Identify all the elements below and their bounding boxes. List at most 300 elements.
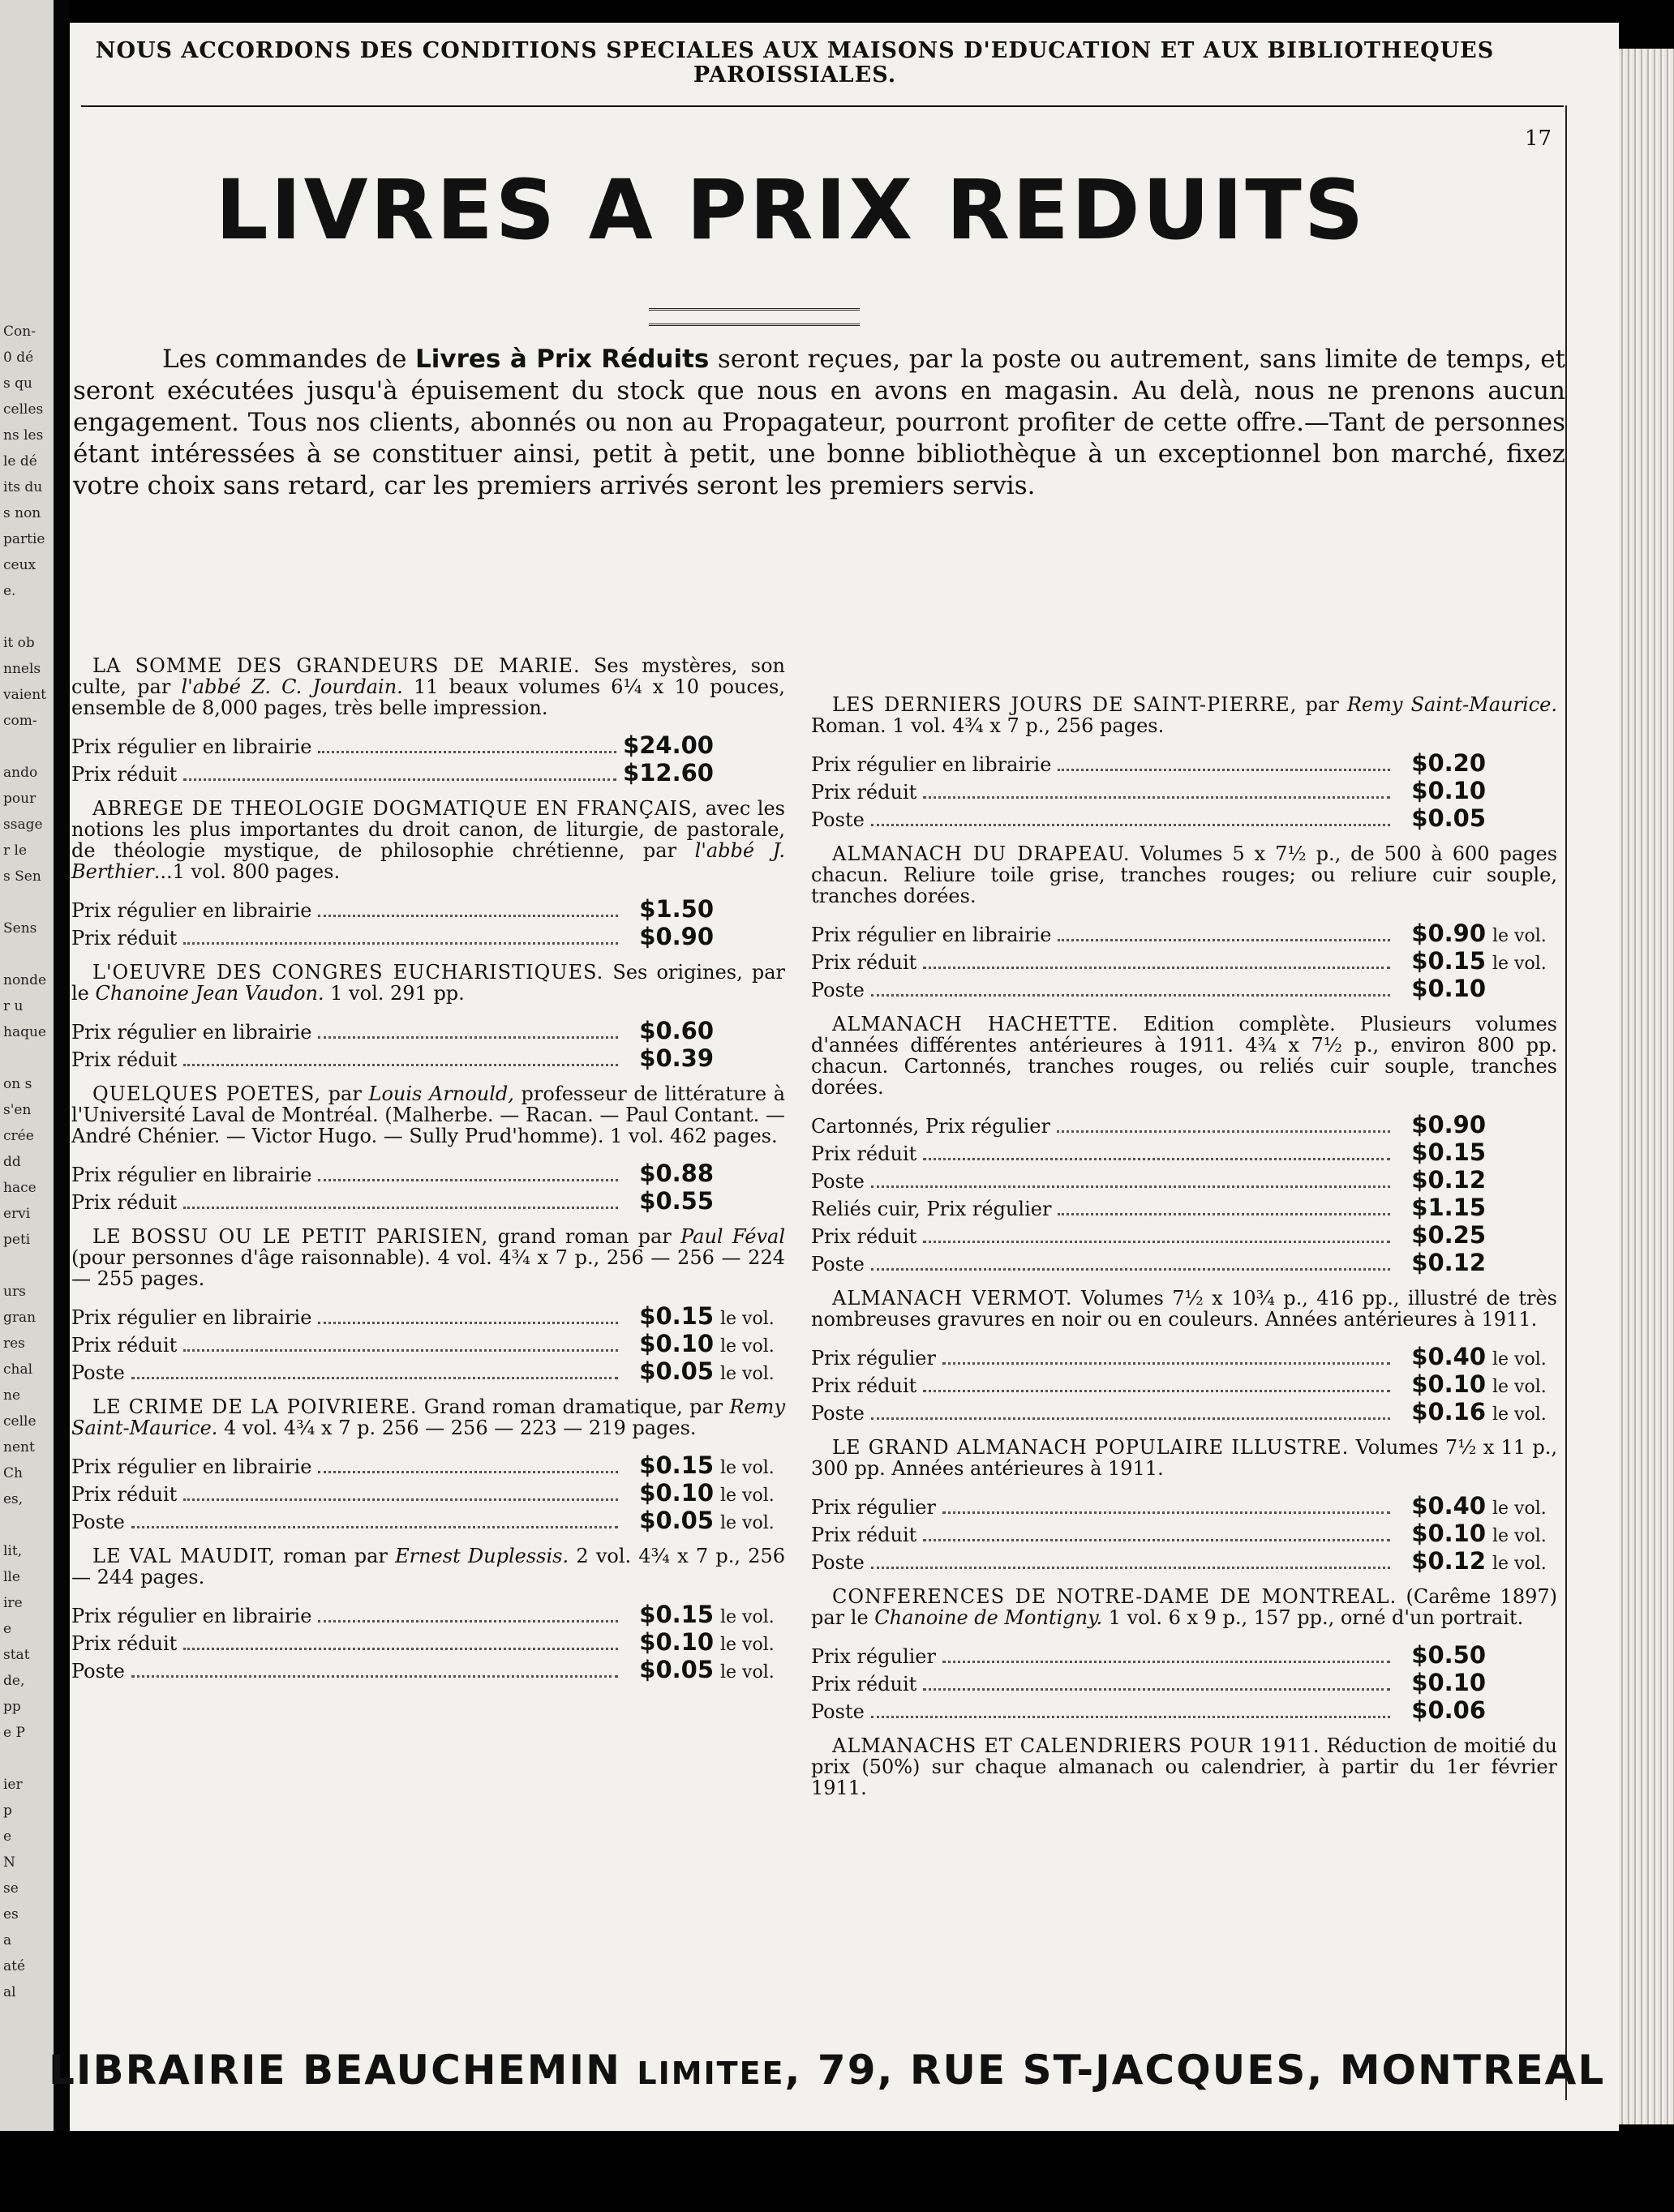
book-entry — [71, 1083, 785, 1215]
description-text: professeur de littérature à l'Université Laval de Montréal. (Malherbe. — Racan. — Paul Contant. — André Chénier. — Victor Hugo. — Sully Prud'homme). 1 vol. 462 pages. — [71, 1082, 786, 1147]
adjacent-page-text: r u — [3, 998, 24, 1014]
description-text: ...1 vol. 800 pages. — [153, 860, 341, 883]
intro-bold-text: Livres à Prix Réduits — [415, 345, 710, 374]
price-unit: le vol. — [720, 1662, 775, 1683]
author-name: Chanoine Jean Vaudon. — [95, 982, 324, 1005]
price-unit: le vol. — [720, 1309, 775, 1329]
price-row — [811, 1492, 1557, 1520]
price-amount: $0.88 — [639, 1160, 714, 1187]
price-unit: le vol. — [720, 1513, 775, 1533]
price-row — [71, 1656, 785, 1683]
description-text: Ses mystères, son culte, par — [71, 654, 786, 698]
price-amount: $0.05 — [639, 1656, 714, 1683]
book-description — [811, 1735, 1557, 1798]
adjacent-page-text: its du — [3, 479, 43, 495]
price-amount: $12.60 — [623, 759, 714, 787]
price-label: Prix régulier en librairie — [811, 753, 1052, 776]
price-amount: $0.16 — [1411, 1398, 1486, 1425]
book-description — [811, 1014, 1557, 1098]
price-row — [71, 1160, 785, 1187]
adjacent-page-text: nnels — [3, 661, 41, 677]
leader-dots — [318, 1036, 618, 1039]
adjacent-page-text: res — [3, 1335, 25, 1352]
price-label: Prix réduit — [71, 1334, 178, 1357]
price-amount: $0.15 — [639, 1601, 714, 1628]
adjacent-page-text: ceux — [3, 557, 36, 573]
book-title: LE GRAND ALMANACH POPULAIRE ILLUSTRE. — [832, 1436, 1350, 1459]
adjacent-page-text: it ob — [3, 635, 35, 651]
book-description — [71, 1226, 785, 1289]
price-amount: $0.12 — [1411, 1166, 1486, 1194]
leader-dots — [871, 1417, 1390, 1420]
description-text: 1 vol. 6 x 9 p., 157 pp., orné d'un portrait. — [1102, 1606, 1524, 1629]
adjacent-page-text: s'en — [3, 1102, 32, 1118]
adjacent-page-text: p — [3, 1803, 12, 1819]
leader-dots — [942, 1661, 1390, 1663]
author-name: Ernest Duplessis. — [395, 1545, 569, 1567]
author-name: Remy Saint-Maurice. — [71, 1395, 785, 1439]
leader-dots — [183, 1349, 618, 1352]
leader-dots — [318, 1322, 618, 1324]
price-label: Poste — [811, 1551, 865, 1574]
adjacent-page-text: on s — [3, 1076, 32, 1092]
price-row — [811, 749, 1557, 777]
price-amount: $0.12 — [1411, 1249, 1486, 1276]
price-row — [811, 947, 1557, 975]
author-name: Paul Féval — [680, 1225, 785, 1248]
book-entry — [811, 1437, 1557, 1575]
adjacent-page-text: ando — [3, 765, 38, 781]
adjacent-page-text: s Sen — [3, 868, 41, 885]
book-description — [811, 1437, 1557, 1479]
book-entry — [811, 694, 1557, 832]
price-label: Prix régulier en librairie — [71, 1021, 312, 1044]
description-text: Réduction de moitié du prix (50%) sur chaque almanach ou calendrier, à partir du 1er février 1911. — [811, 1734, 1557, 1799]
price-amount: $1.50 — [639, 895, 714, 923]
price-row — [811, 1641, 1557, 1669]
leader-dots — [318, 1471, 618, 1473]
author-name: Chanoine de Montigny. — [874, 1606, 1103, 1629]
intro-text-before: Les commandes de — [162, 345, 415, 374]
adjacent-page-text: urs — [3, 1284, 26, 1300]
adjacent-page-text: celles — [3, 401, 44, 418]
book-gutter — [54, 0, 70, 2212]
price-unit: le vol. — [1492, 926, 1547, 946]
leader-dots — [923, 1241, 1390, 1243]
book-entry — [811, 843, 1557, 1002]
price-label: Poste — [71, 1361, 125, 1384]
price-amount: $0.15 — [639, 1451, 714, 1479]
price-label: Cartonnés, Prix régulier — [811, 1115, 1050, 1138]
adjacent-page-text: le dé — [3, 453, 37, 469]
banner-line-1: NOUS ACCORDONS DES CONDITIONS SPECIALES AUX MAISONS D'EDUCATION ET AUX BIBLIOTHEQUES — [95, 38, 1495, 63]
book-entry — [811, 1735, 1557, 1798]
price-row — [71, 895, 785, 923]
book-entry — [811, 1586, 1557, 1724]
price-row — [811, 1343, 1557, 1370]
author-name: Louis Arnould, — [368, 1082, 514, 1105]
price-amount: $0.90 — [1411, 1111, 1486, 1138]
price-label: Prix régulier — [811, 1645, 936, 1668]
price-label: Prix régulier en librairie — [71, 899, 312, 922]
leader-dots — [183, 942, 618, 945]
book-title: LE VAL MAUDIT, — [92, 1545, 276, 1567]
price-amount: $0.05 — [639, 1507, 714, 1534]
price-amount: $0.50 — [1411, 1641, 1486, 1669]
adjacent-page-text: Sens — [3, 920, 37, 937]
price-unit: le vol. — [1492, 1498, 1547, 1519]
leader-dots — [871, 994, 1390, 997]
leader-dots — [183, 1648, 618, 1650]
price-row — [811, 1696, 1557, 1724]
price-unit: le vol. — [720, 1635, 775, 1655]
price-row — [811, 1194, 1557, 1221]
price-row — [71, 1628, 785, 1656]
author-name: l'abbé J. Berthier — [71, 839, 785, 883]
price-label: Prix régulier en librairie — [71, 1306, 312, 1329]
price-label: Prix réduit — [811, 1673, 917, 1695]
adjacent-page-text: al — [3, 1984, 16, 2000]
adjacent-page-text: peti — [3, 1232, 31, 1248]
description-text: (pour personnes d'âge raisonnable). 4 vol. 4¾ x 7 p., 256 — 256 — 224 — 255 pages. — [71, 1246, 785, 1290]
description-text: (Carême 1897) par le — [811, 1585, 1557, 1629]
book-entry — [71, 798, 785, 950]
leader-dots — [183, 1498, 618, 1501]
description-text: 1 vol. 291 pp. — [324, 982, 465, 1005]
leader-dots — [131, 1377, 618, 1379]
price-amount: $0.10 — [639, 1330, 714, 1357]
leader-dots — [318, 1620, 618, 1623]
book-title: LES DERNIERS JOURS DE SAINT-PIERRE, — [832, 693, 1298, 716]
footer-part-1: LIBRAIRIE BEAUCHEMIN — [49, 2047, 637, 2094]
price-label: Poste — [811, 808, 865, 831]
footer-part-2: LIMITEE — [637, 2056, 785, 2091]
adjacent-page-text: r le — [3, 842, 28, 859]
footer-part-4: RUE ST-JACQUES — [909, 2047, 1307, 2094]
description-text: par — [1297, 693, 1347, 716]
author-name: Remy Saint-Maurice. — [1346, 693, 1558, 716]
adjacent-page-text: ervi — [3, 1206, 31, 1222]
price-label: Prix réduit — [71, 927, 178, 950]
scan-bottom-border — [0, 2131, 1674, 2212]
price-amount: $24.00 — [623, 731, 714, 759]
leader-dots — [923, 1158, 1390, 1160]
price-amount: $0.10 — [1411, 1520, 1486, 1547]
book-title: LE CRIME DE LA POIVRIERE. — [92, 1395, 418, 1418]
price-amount: $0.39 — [639, 1044, 714, 1072]
adjacent-page-text: a — [3, 1932, 12, 1948]
book-entry — [71, 655, 785, 787]
description-text: 4 vol. 4¾ x 7 p. 256 — 256 — 223 — 219 pages. — [217, 1417, 697, 1439]
price-label: Prix réduit — [71, 1632, 178, 1655]
price-label: Prix réduit — [811, 1524, 917, 1546]
leader-dots — [183, 1207, 618, 1209]
book-title: LE BOSSU OU LE PETIT PARISIEN, — [92, 1225, 489, 1248]
book-title: ALMANACHS ET CALENDRIERS POUR 1911. — [832, 1734, 1320, 1757]
adjacent-page-text: nent — [3, 1439, 35, 1455]
book-title: ALMANACH VERMOT. — [832, 1287, 1073, 1310]
book-entry — [811, 1288, 1557, 1425]
price-row — [71, 759, 785, 787]
leader-dots — [131, 1526, 618, 1528]
leader-dots — [871, 1268, 1390, 1271]
price-amount: $0.25 — [1411, 1221, 1486, 1249]
price-unit: le vol. — [720, 1364, 775, 1384]
price-amount: $0.15 — [639, 1302, 714, 1330]
adjacent-page-text: Ch — [3, 1465, 23, 1481]
price-amount: $0.10 — [1411, 777, 1486, 804]
book-entry — [71, 1226, 785, 1385]
right-column — [811, 694, 1557, 1811]
publisher-footer — [49, 2047, 1606, 2094]
leader-dots — [871, 1567, 1390, 1569]
adjacent-page-text: vaient — [3, 687, 47, 703]
description-text: Edition complète. Plusieurs volumes d'années différentes antérieures à 1911. 4¾ x 7½ p., environ 800 pp. chacun. Cartonnés, tranches rouges, ou reliés cuir souple, tranches dorées. — [811, 1013, 1557, 1099]
page-title: LIVRES A PRIX REDUITS — [215, 162, 1367, 259]
price-row — [811, 777, 1557, 804]
adjacent-page-text: de, — [3, 1673, 25, 1689]
adjacent-page-text: Con- — [3, 324, 36, 340]
price-label: Prix réduit — [71, 763, 178, 786]
book-title: L'OEUVRE DES CONGRES EUCHARISTIQUES. — [92, 961, 604, 984]
price-row — [71, 1330, 785, 1357]
adjacent-page-text: lle — [3, 1569, 20, 1585]
price-label: Prix régulier en librairie — [71, 1455, 312, 1478]
price-label: Prix réduit — [811, 1142, 917, 1165]
adjacent-page-text: partie — [3, 531, 45, 547]
book-entry — [71, 1396, 785, 1534]
adjacent-page-text: e. — [3, 583, 16, 599]
footer-part-5: , MONTREAL — [1307, 2047, 1606, 2094]
adjacent-page-text: ns les — [3, 427, 44, 444]
adjacent-page-text: nonde — [3, 972, 47, 988]
price-row — [71, 1357, 785, 1385]
price-row — [811, 1166, 1557, 1194]
book-description — [71, 1083, 785, 1147]
banner-line-2: PAROISSIALES. — [693, 62, 897, 88]
price-row — [811, 920, 1557, 947]
price-amount: $0.10 — [639, 1479, 714, 1507]
book-title: QUELQUES POETES, — [92, 1082, 321, 1105]
intro-text-after: seront reçues, par la poste ou autrement, sans limite de temps, et seront exécutées jusqu'à épuisement du stock que nous en avons en magasin. Au delà, nous ne prenons aucun engagement. Tous nos clients, abonnés ou non au Propagateur, pourront profiter de cette offre.—Tant de personnes étant intéressées à se constituer ainsi, petit à petit, une bonne bibliothèque à un exceptionnel bon marché, fixez votre choix sans retard, car les premiers arrivés seront les premiers servis. — [73, 345, 1565, 500]
price-row — [811, 1221, 1557, 1249]
price-label: Poste — [71, 1660, 125, 1683]
leader-dots — [318, 1179, 618, 1181]
description-text: Grand roman dramatique, par — [417, 1395, 730, 1418]
price-row — [811, 975, 1557, 1002]
leader-dots — [871, 1185, 1390, 1188]
leader-dots — [923, 967, 1390, 969]
price-label: Prix régulier — [811, 1347, 936, 1370]
price-unit: le vol. — [720, 1336, 775, 1357]
book-entry — [71, 962, 785, 1072]
adjacent-page-text: N — [3, 1854, 15, 1871]
price-amount: $0.05 — [639, 1357, 714, 1385]
price-label: Poste — [811, 1170, 865, 1193]
adjacent-page-text: lit, — [3, 1543, 23, 1559]
title-ornament-rule — [649, 308, 860, 326]
adjacent-page-text: hace — [3, 1180, 36, 1196]
price-row — [71, 923, 785, 950]
book-title: ALMANACH DU DRAPEAU. — [832, 842, 1131, 865]
price-row — [71, 1507, 785, 1534]
book-description — [811, 843, 1557, 907]
price-label: Prix réduit — [811, 951, 917, 974]
page-number: 17 — [1525, 126, 1552, 151]
description-text: par — [321, 1082, 369, 1105]
price-label: Prix réduit — [71, 1048, 178, 1071]
price-label: Prix réduit — [811, 1225, 917, 1248]
leader-dots — [131, 1675, 618, 1678]
price-row — [811, 1520, 1557, 1547]
adjacent-page-text: se — [3, 1880, 19, 1897]
price-label: Prix réduit — [811, 1374, 917, 1397]
price-amount: $0.10 — [1411, 975, 1486, 1002]
book-description — [71, 1545, 785, 1588]
adjacent-page-text: até — [3, 1958, 26, 1974]
price-label: Poste — [811, 1253, 865, 1275]
adjacent-page-text: haque — [3, 1024, 46, 1040]
price-amount: $0.20 — [1411, 749, 1486, 777]
price-amount: $0.90 — [1411, 920, 1486, 947]
leader-dots — [923, 796, 1390, 799]
price-unit: le vol. — [720, 1607, 775, 1627]
adjacent-page-text: s non — [3, 505, 41, 521]
price-row — [811, 1111, 1557, 1138]
leader-dots — [942, 1362, 1390, 1365]
price-row — [811, 804, 1557, 832]
adjacent-page-text: es, — [3, 1491, 24, 1507]
price-row — [811, 1669, 1557, 1696]
adjacent-page-text: s qu — [3, 375, 32, 392]
price-unit: le vol. — [1492, 1526, 1547, 1546]
price-amount: $0.15 — [1411, 1138, 1486, 1166]
description-text: avec les notions les plus importantes du droit canon, de liturgie, de pastorale, de théologie mystique, de philosophie chrétienne, par — [71, 797, 785, 862]
adjacent-page-text: crée — [3, 1128, 34, 1144]
price-label: Prix régulier — [811, 1496, 936, 1519]
adjacent-page-text: 0 dé — [3, 349, 34, 366]
book-description — [811, 694, 1557, 736]
description-text: Ses origines, par le — [71, 961, 786, 1005]
price-label: Prix réduit — [71, 1191, 178, 1214]
price-row — [71, 1451, 785, 1479]
description-text: 2 vol. 4¾ x 7 p., 256 — 244 pages. — [71, 1545, 786, 1588]
adjacent-page-text: dd — [3, 1154, 21, 1170]
adjacent-page-text: stat — [3, 1647, 30, 1663]
adjacent-page-text: e — [3, 1621, 12, 1637]
banner — [89, 39, 1500, 88]
price-row — [71, 1044, 785, 1072]
book-description — [71, 1396, 785, 1438]
description-text: grand roman par — [488, 1225, 681, 1248]
page-edges — [1619, 49, 1674, 2124]
price-row — [71, 1017, 785, 1044]
price-amount: $0.10 — [639, 1628, 714, 1656]
intro-paragraph — [73, 344, 1565, 502]
price-unit: le vol. — [720, 1458, 775, 1478]
price-label: Prix réduit — [71, 1483, 178, 1506]
leader-dots — [1058, 769, 1390, 771]
leader-dots — [1058, 939, 1390, 941]
book-description — [71, 655, 785, 718]
author-name: l'abbé Z. C. Jourdain. — [181, 675, 403, 698]
book-description — [71, 962, 785, 1004]
description-text: roman par — [275, 1545, 396, 1567]
price-row — [71, 1302, 785, 1330]
leader-dots — [923, 1390, 1390, 1392]
price-unit: le vol. — [720, 1485, 775, 1506]
price-unit: le vol. — [1492, 954, 1547, 974]
book-description — [811, 1288, 1557, 1330]
price-amount: $0.60 — [639, 1017, 714, 1044]
book-description — [811, 1586, 1557, 1628]
price-label: Prix régulier en librairie — [71, 1164, 312, 1186]
leader-dots — [871, 824, 1390, 826]
description-text: Volumes 7½ x 10¾ p., 416 pp., illustré de très nombreuses gravures en noir ou en couleurs. Années antérieures à 1911. — [811, 1287, 1557, 1331]
price-amount: $0.55 — [639, 1187, 714, 1215]
header-rule — [81, 105, 1564, 107]
leader-dots — [1057, 1130, 1390, 1133]
adjacent-page-text: es — [3, 1906, 19, 1923]
adjacent-page-text: e — [3, 1828, 12, 1845]
description-text: Volumes 7½ x 11 p., 300 pp. Années antérieures à 1911. — [811, 1436, 1557, 1480]
adjacent-page-text: ssage — [3, 817, 43, 833]
adjacent-page-text: com- — [3, 713, 37, 729]
description-text: Volumes 5 x 7½ p., de 500 à 600 pages chacun. Reliure toile grise, tranches rouges; ou reliure cuir souple, tranches dorées. — [811, 842, 1558, 907]
adjacent-page-fragment — [0, 0, 54, 2212]
price-amount: $0.40 — [1411, 1343, 1486, 1370]
price-label: Poste — [811, 979, 865, 1001]
adjacent-page-text: e P — [3, 1725, 25, 1741]
price-amount: $0.06 — [1411, 1696, 1486, 1724]
price-row — [811, 1398, 1557, 1425]
price-amount: $0.05 — [1411, 804, 1486, 832]
leader-dots — [1058, 1213, 1390, 1215]
leader-dots — [183, 778, 616, 781]
leader-dots — [318, 915, 618, 917]
adjacent-page-text: gran — [3, 1310, 36, 1326]
price-amount: $0.12 — [1411, 1547, 1486, 1575]
price-label: Prix régulier en librairie — [71, 735, 312, 758]
price-amount: $0.10 — [1411, 1669, 1486, 1696]
footer-part-3: , 79, — [784, 2047, 910, 2094]
price-unit: le vol. — [1492, 1349, 1547, 1370]
book-entry — [811, 1014, 1557, 1276]
leader-dots — [318, 751, 616, 753]
description-text: 11 beaux volumes 6¼ x 10 pouces, ensemble de 8,000 pages, très belle impression. — [71, 675, 785, 719]
price-label: Prix réduit — [811, 781, 917, 804]
adjacent-page-text: ier — [3, 1777, 23, 1793]
book-title: ABREGE DE THEOLOGIE DOGMATIQUE EN FRANÇAIS, — [92, 797, 699, 820]
price-unit: le vol. — [1492, 1377, 1547, 1397]
price-unit: le vol. — [1492, 1404, 1547, 1425]
leader-dots — [923, 1539, 1390, 1541]
leader-dots — [871, 1716, 1390, 1718]
adjacent-page-text: ne — [3, 1387, 21, 1404]
price-amount: $0.10 — [1411, 1370, 1486, 1398]
price-label: Poste — [811, 1402, 865, 1425]
description-text: Roman. 1 vol. 4¾ x 7 p., 256 pages. — [811, 714, 1165, 737]
price-label: Poste — [811, 1700, 865, 1723]
book-description — [71, 798, 785, 882]
price-amount: $0.15 — [1411, 947, 1486, 975]
leader-dots — [942, 1511, 1390, 1514]
price-row — [811, 1547, 1557, 1575]
price-label: Poste — [71, 1511, 125, 1533]
price-row — [811, 1138, 1557, 1166]
price-label: Prix régulier en librairie — [71, 1605, 312, 1627]
price-row — [71, 1601, 785, 1628]
